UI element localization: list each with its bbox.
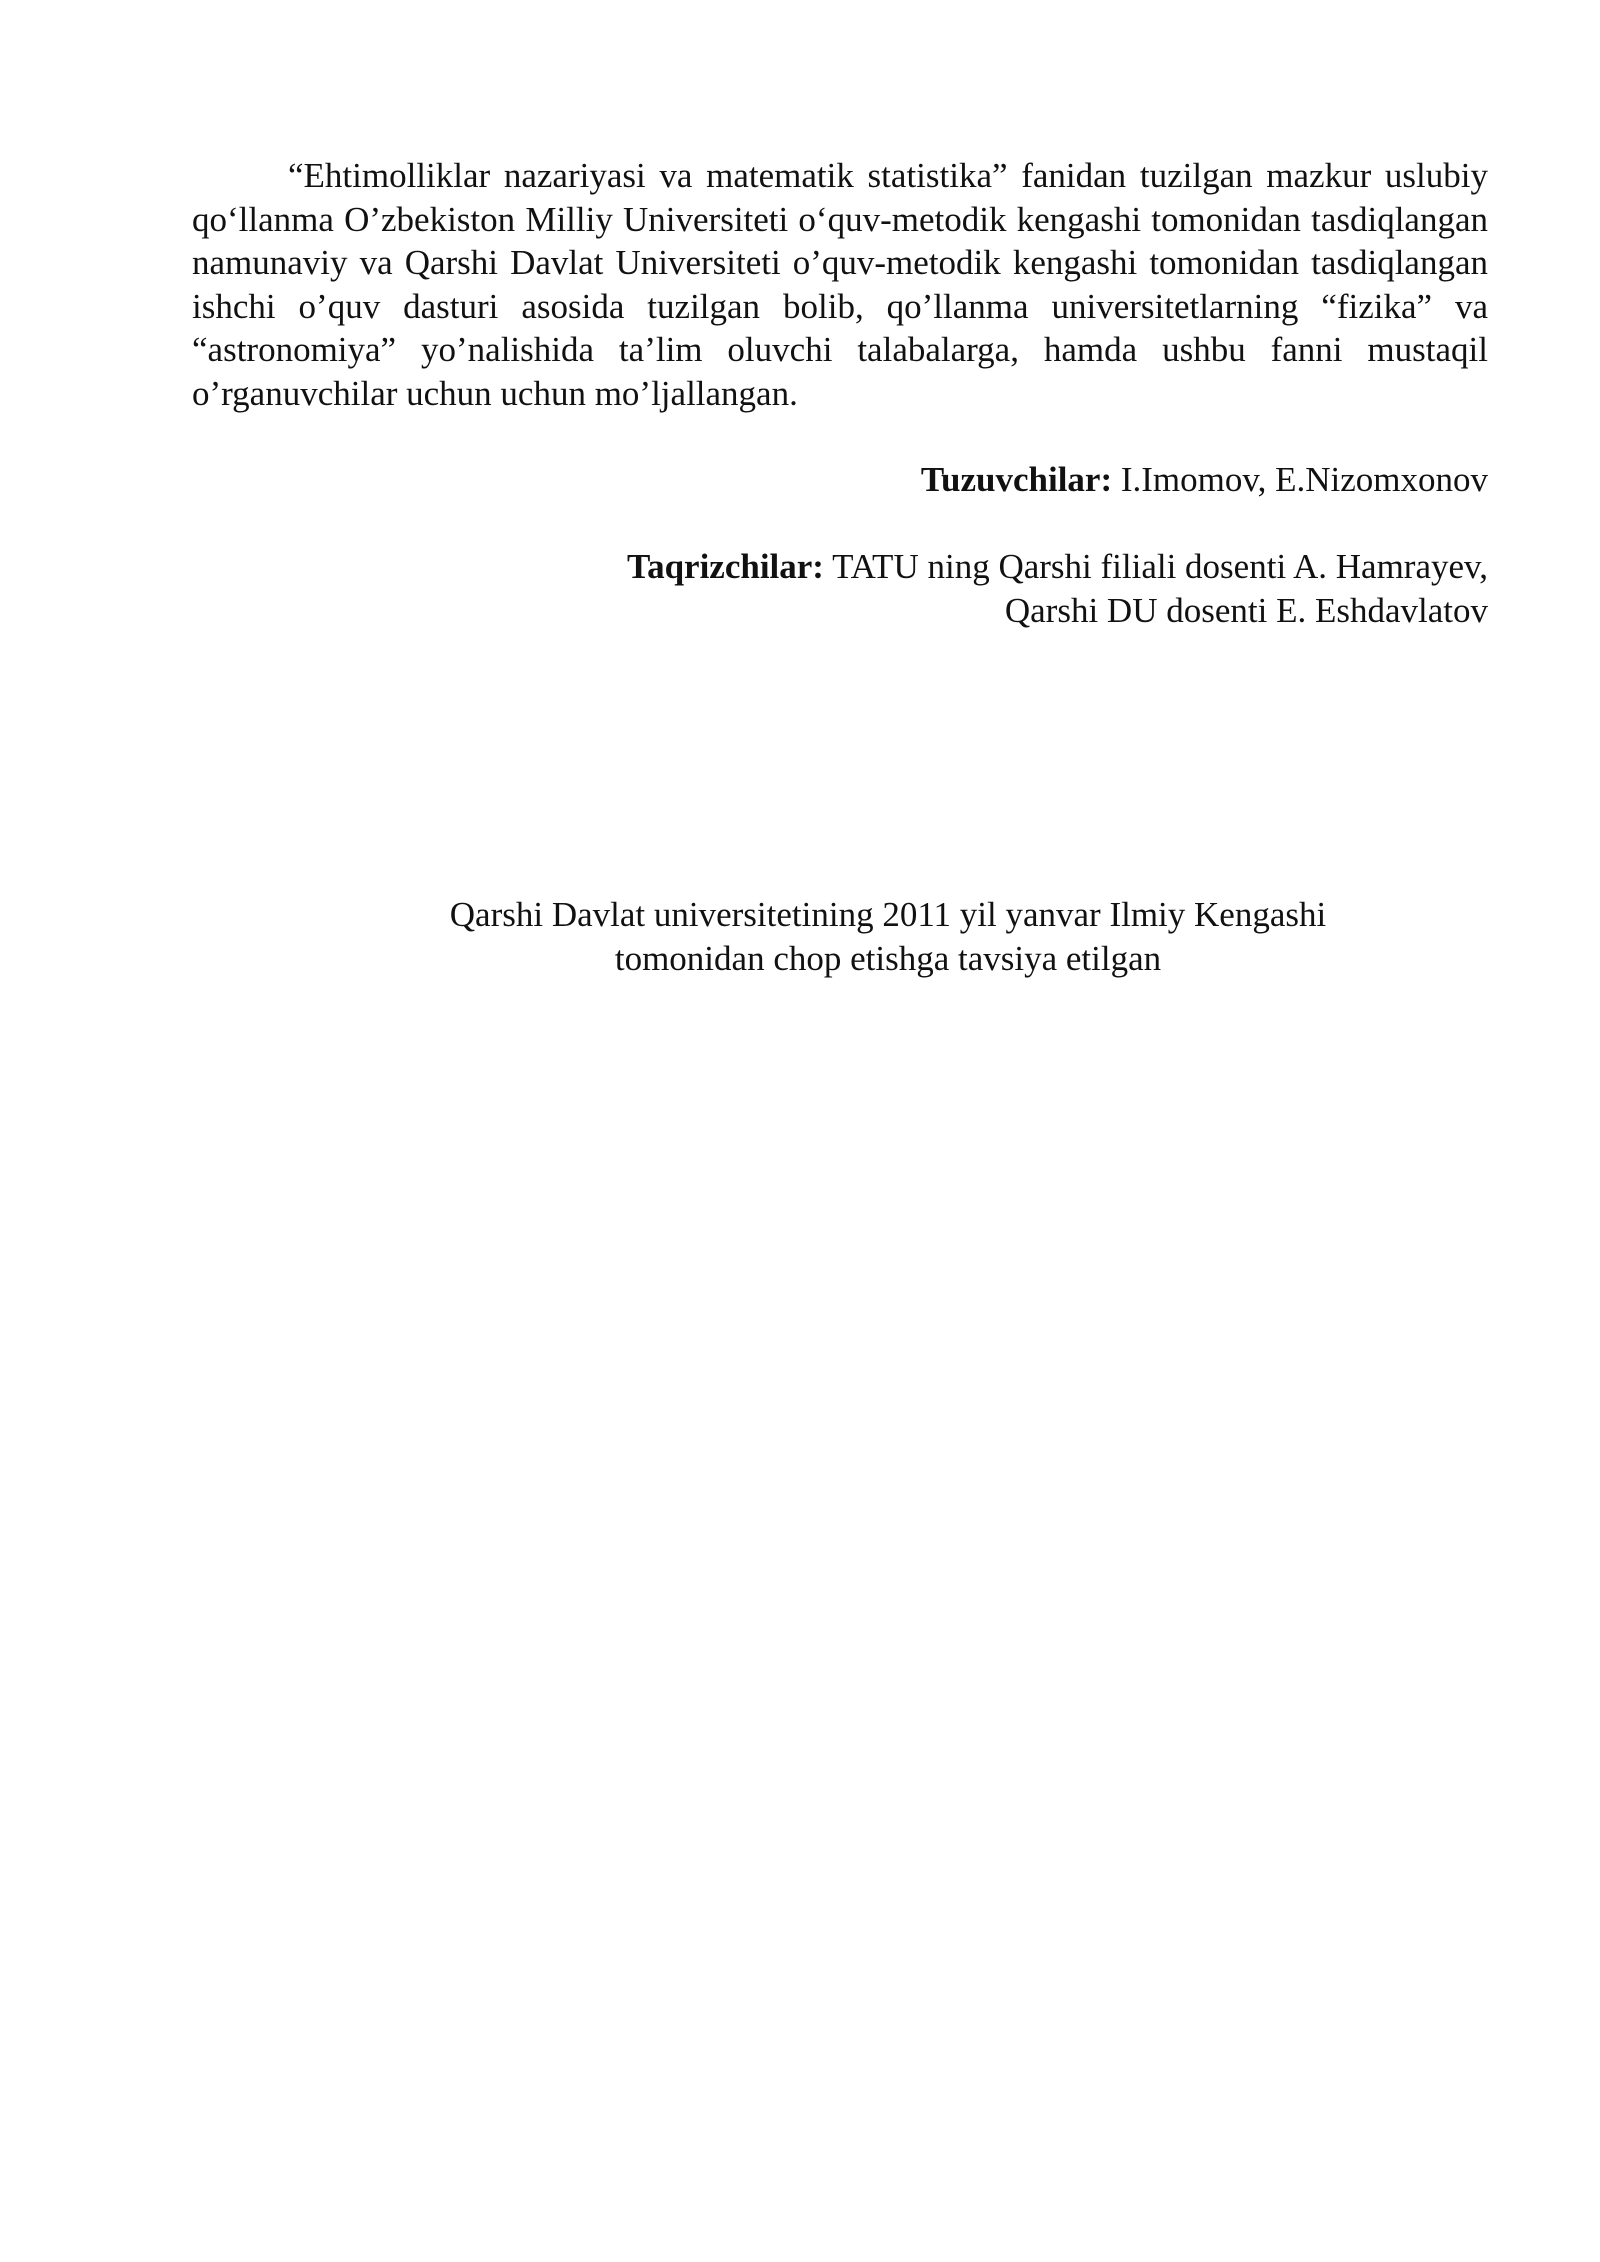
reviewer-1: TATU ning Qarshi filiali dosenti A. Hamrayev, [823,547,1488,586]
approval-note [288,893,1488,980]
reviewers-line-1 [627,545,1488,589]
reviewer-2: Qarshi DU dosenti E. Eshdavlatov [1004,590,1488,630]
approval-line-2: tomonidan chop etishga tavsiya etilgan [614,938,1162,978]
abstract-paragraph: “Ehtimolliklar nazariyasi va matematik statistika” fanidan tuzilgan mazkur uslubiy qo‘llanma O’zbekiston Milliy Universiteti o‘quv-metodik kengashi tomonidan tasdiqlangan namunaviy va Qarshi Davlat Universiteti o’quv-metodik kengashi tomonidan tasdiqlangan ishchi o’quv dasturi asosida tuzilgan bolib, qo’llanma universitetlarning “fizika” va “astronomiya” yo’nalishida ta’lim oluvchi talabalarga, hamda ushbu fanni mustaqil o’rganuvchilar uchun uchun mo’ljallangan. [192,156,1488,413]
approval-line-1: Qarshi Davlat universitetining 2011 yil yanvar Ilmiy Kengashi [449,895,1327,934]
reviewers-label: Taqrizchilar: [626,547,824,586]
reviewers-block [627,545,1488,632]
authors-label: Tuzuvchilar: [920,460,1113,499]
authors-names: I.Imomov, E.Nizomxonov [1112,460,1488,499]
authors-line [921,458,1488,502]
